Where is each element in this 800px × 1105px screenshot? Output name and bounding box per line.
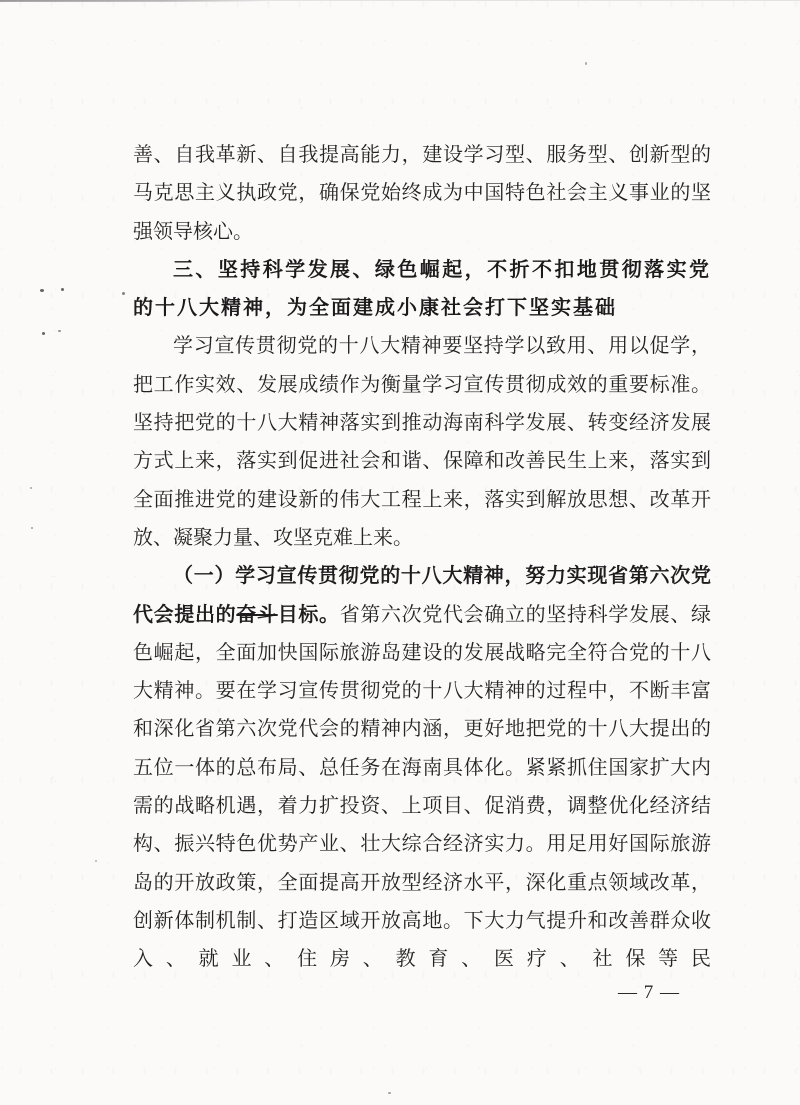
document-body <box>133 136 711 979</box>
scan-speck <box>585 62 587 65</box>
paragraph-lead: （一）学习宣传贯彻党的十八大精神，努力实现省第六次党代会提出的 <box>133 565 711 626</box>
scan-speck <box>95 860 97 862</box>
scan-speck <box>30 487 32 489</box>
scan-speck <box>61 288 64 291</box>
scan-speck <box>40 289 44 292</box>
paragraph-text: 省第六次党代会确立的坚持科学发展、绿色崛起，全面加快国际旅游岛建设的发展战略完全符合党的十八大精神。要在学习宣传贯彻党的十八大精神的过程中，不断丰富和深化省第六次党代会的精神内涵，更好地把党的十八大提出的五位一体的总布局、总任务在海南具体化。紧紧抓住国家扩大内需的战略机遇，着力扩投资、上项目、促消费，调整优化经济结构、振兴特色优势产业、壮大综合经济实力。用足用好国际旅游岛的开放政策，全面提高开放型经济水平，深化重点领域改革，创新体制机制、打造区域开放高地。下大力气提升和改善群众收入、就业、住房、教育、医疗、社保等民 <box>133 603 712 971</box>
section-heading: 三、坚持科学发展、绿色崛起，不折不扣地贯彻落实党的十八大精神，为全面建成小康社会打下坚实基础 <box>133 258 711 320</box>
paragraph: 学习宣传贯彻党的十八大精神要坚持学以致用、用以促学，把工作实效、发展成绩作为衡量学习宣传贯彻成效的重要标准。坚持把党的十八大精神落实到推动海南科学发展、转变经济发展方式上来，落实到促进社会和谐、保障和改善民生上来，落实到全面推进党的建设新的伟大工程上来，落实到解放思想、改革开放、凝聚力量、攻坚克难上来。 <box>133 335 711 549</box>
paragraph-lead: 目标。 <box>277 603 340 626</box>
scan-speck <box>388 1092 391 1094</box>
scan-speck <box>31 527 33 529</box>
page-number: — 7 — <box>618 982 680 1003</box>
paragraph <box>133 557 711 978</box>
scan-speck <box>58 330 61 332</box>
paragraph-lead-smudged-text: 奋斗 <box>236 603 278 626</box>
scan-speck <box>122 292 125 295</box>
scan-speck <box>42 332 45 335</box>
paragraph-continuation: 善、自我革新、自我提高能力，建设学习型、服务型、创新型的马克思主义执政党，确保党始终成为中国特色社会主义事业的坚强领导核心。 <box>133 144 711 243</box>
scan-edge-artifact <box>0 0 800 1</box>
